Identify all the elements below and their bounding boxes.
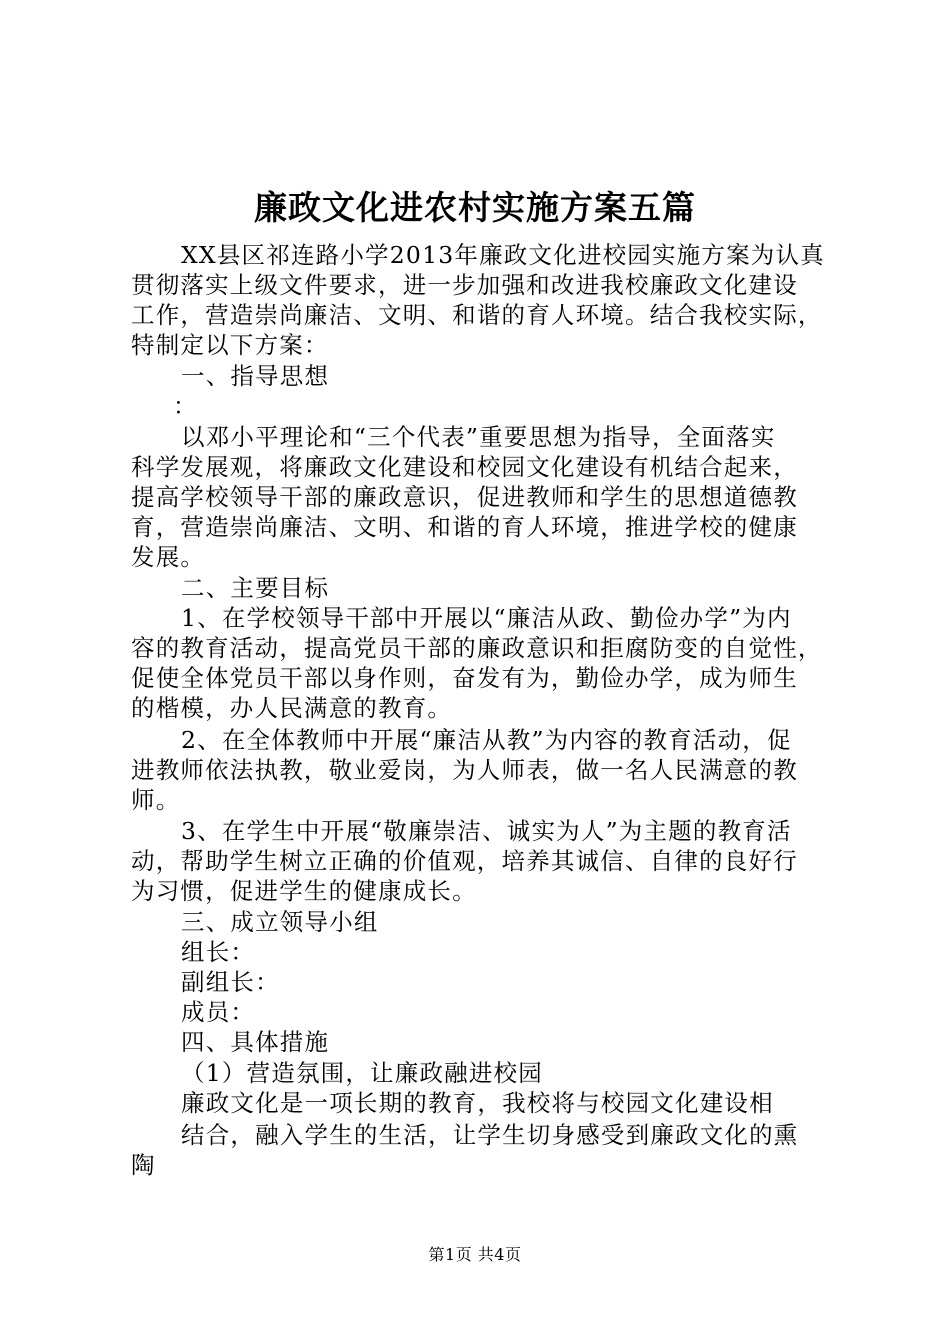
body-line: 以邓小平理论和“三个代表”重要思想为指导，全面落实 <box>181 423 776 451</box>
body-line: 的楷模，办人民满意的教育。 <box>131 694 453 722</box>
body-line: 容的教育活动，提高党员干部的廉政意识和拒腐防变的自觉性， <box>131 634 823 662</box>
section-heading: 一、指导思想 <box>181 362 330 390</box>
body-line: 2、在全体教师中开展“廉洁从教”为内容的教育活动，促 <box>181 726 792 754</box>
body-line: 结合，融入学生的生活，让学生切身感受到廉政文化的熏 <box>181 1121 799 1149</box>
body-line: 育，营造崇尚廉洁、文明、和谐的育人环境，推进学校的健康 <box>131 513 798 541</box>
body-line: XX县区祁连路小学2013年廉政文化进校园实施方案为认真 <box>181 241 825 269</box>
section-heading: 二、主要目标 <box>181 574 330 602</box>
page-number-footer: 第1页 共4页 <box>428 1245 522 1264</box>
body-line: 师。 <box>131 786 181 814</box>
body-line: 陶 <box>131 1151 156 1179</box>
body-line: 组长： <box>181 938 256 966</box>
body-line: ： <box>173 392 198 420</box>
body-line: 为习惯，促进学生的健康成长。 <box>131 877 477 905</box>
body-line: 动，帮助学生树立正确的价值观，培养其诚信、自律的良好行 <box>131 847 798 875</box>
section-heading: 四、具体措施 <box>181 1028 330 1056</box>
body-line: 科学发展观，将廉政文化建设和校园文化建设有机结合起来， <box>131 453 798 481</box>
document-title: 廉政文化进农村实施方案五篇 <box>254 188 696 227</box>
body-line: 促使全体党员干部以身作则，奋发有为，勤俭办学，成为师生 <box>131 664 798 692</box>
body-line: 廉政文化是一项长期的教育，我校将与校园文化建设相 <box>181 1089 774 1117</box>
body-line: 提高学校领导干部的廉政意识，促进教师和学生的思想道德教 <box>131 483 798 511</box>
subsection-heading: （1）营造氛围，让廉政融进校园 <box>181 1059 543 1087</box>
body-line: 3、在学生中开展“敬廉崇洁、诚实为人”为主题的教育活 <box>181 817 792 845</box>
body-line: 工作，营造崇尚廉洁、文明、和谐的育人环境。结合我校实际， <box>131 301 823 329</box>
body-line: 发展。 <box>131 543 206 571</box>
body-line: 副组长： <box>181 968 280 996</box>
body-line: 成员： <box>181 998 256 1026</box>
body-line: 进教师依法执教，敬业爱岗，为人师表，做一名人民满意的教 <box>131 756 798 784</box>
body-line: 特制定以下方案： <box>131 331 329 359</box>
section-heading: 三、成立领导小组 <box>181 908 379 936</box>
body-line: 贯彻落实上级文件要求，进一步加强和改进我校廉政文化建设 <box>131 271 798 299</box>
body-line: 1、在学校领导干部中开展以“廉洁从政、勤俭办学”为内 <box>181 604 792 632</box>
